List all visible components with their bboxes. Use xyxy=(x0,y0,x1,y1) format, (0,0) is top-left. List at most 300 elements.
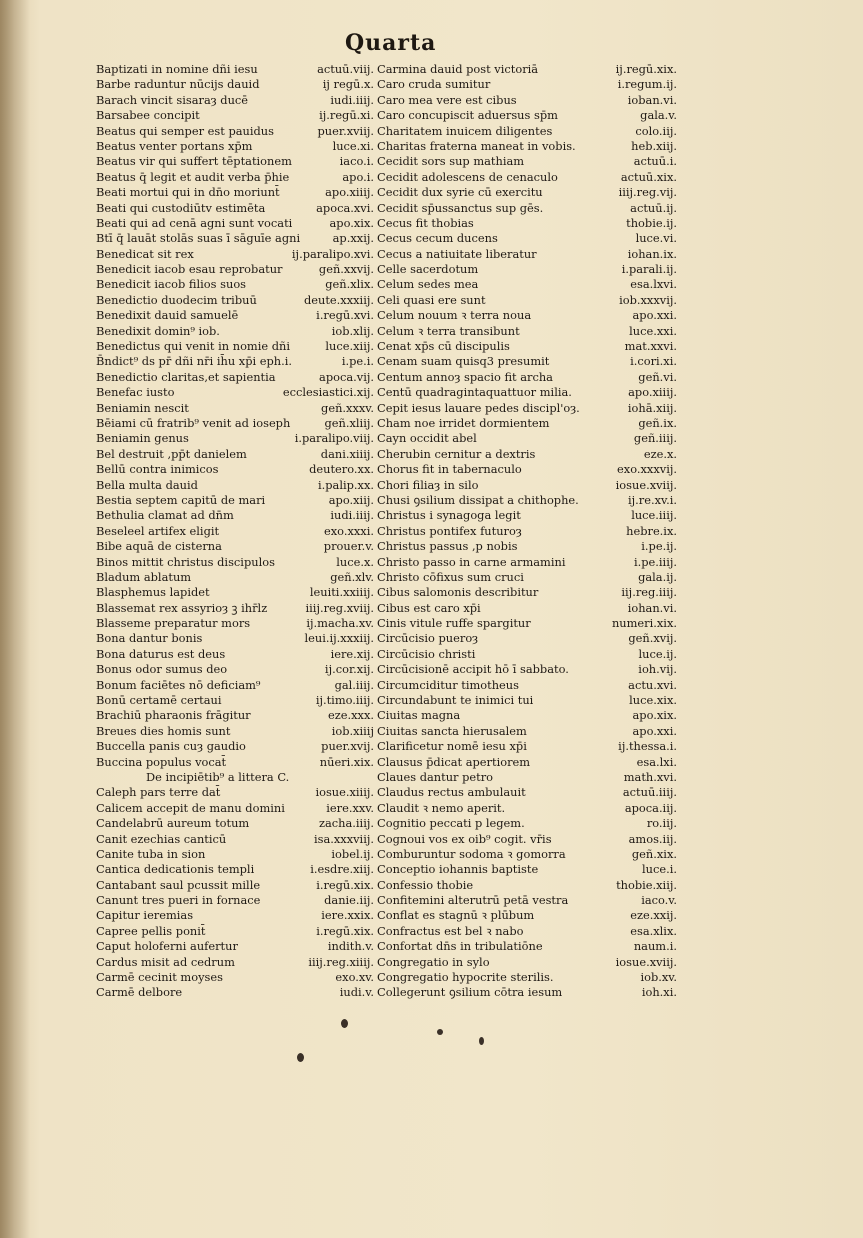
entry-text: Chusi ꝯsilium dissipat a chithophe. xyxy=(377,492,579,507)
index-entry xyxy=(96,431,374,446)
index-entry xyxy=(377,524,677,539)
entry-text: Carmina dauid post victoriā xyxy=(377,62,539,76)
entry-text: Bēiami cū fratrib⁹ venit ad ioseph xyxy=(96,415,291,430)
entry-text: Caleph pars terre dat̄ xyxy=(96,785,221,800)
entry-reference: colo.iij. xyxy=(635,123,677,138)
entry-text: Caro cruda sumitur xyxy=(377,77,491,92)
entry-text: Cibus est caro xp̄i xyxy=(377,600,481,615)
index-entry xyxy=(377,185,677,200)
entry-text: Beatus vir qui suffert tēptationem xyxy=(96,154,292,169)
index-entry xyxy=(377,216,677,231)
entry-text: Bethulia clamat ad dn̄m xyxy=(96,508,234,523)
entry-reference: isa.xxxviij. xyxy=(313,831,374,846)
entry-text: Circūcisionē accipit hō ī sabbato. xyxy=(377,662,569,677)
entry-reference: danie.iij. xyxy=(324,893,374,908)
index-entry xyxy=(377,616,677,631)
index-entry xyxy=(96,247,374,262)
index-entry xyxy=(96,308,374,323)
entry-text: Barsabee concipit xyxy=(96,108,200,123)
entry-reference: gal.iiij. xyxy=(334,677,374,692)
entry-text: Benedictus qui venit in nomie dñi xyxy=(96,339,290,354)
entry-reference: i.paralipo.viij. xyxy=(294,431,374,446)
index-entry xyxy=(377,124,677,139)
entry-text: Circūcisio christi xyxy=(377,646,476,661)
entry-reference: iosue.xviij. xyxy=(615,477,677,492)
index-entry xyxy=(96,662,374,677)
entry-text: Cibus salomonis describitur xyxy=(377,585,539,600)
entry-reference: ioh.vij. xyxy=(638,662,677,677)
index-entry xyxy=(377,985,677,1000)
entry-text: B̄ndict⁹ ds pr̄ dñi nr̄i ih̄u xp̄i eph.i. xyxy=(96,354,293,369)
index-entry xyxy=(96,508,374,523)
index-entry xyxy=(377,108,677,123)
entry-reference: geñ.xliij. xyxy=(324,415,374,430)
index-entry xyxy=(96,493,374,508)
index-entry xyxy=(96,539,374,554)
entry-reference: math.xvi. xyxy=(623,769,677,784)
entry-text: Cecidit sors sup mathiam xyxy=(377,154,525,169)
entry-text: Breues dies homis sunt xyxy=(96,723,231,738)
entry-text: Conceptio iohannis baptiste xyxy=(377,862,539,877)
entry-reference: iiij.reg.xiiij. xyxy=(308,954,374,969)
entry-reference: iob.xxxvij. xyxy=(619,292,677,307)
entry-text: Candelabrū aureum totum xyxy=(96,816,250,831)
entry-text: Blasseme preparatur mors xyxy=(96,616,251,631)
entry-text: Benedictio claritas,et sapientia xyxy=(96,369,276,384)
entry-text: Cenat xp̄s cū discipulis xyxy=(377,339,510,354)
entry-reference: iaco.v. xyxy=(641,893,677,908)
index-entry xyxy=(377,801,677,816)
entry-text: Cayn occidit abel xyxy=(377,431,477,446)
entry-text: Barach vincit sisaraȝ ducē xyxy=(96,92,249,107)
index-entry xyxy=(377,493,677,508)
index-entry xyxy=(377,970,677,985)
index-entry xyxy=(96,939,374,954)
index-entry xyxy=(377,385,677,400)
entry-text: Benedixit domin⁹ iob. xyxy=(96,323,220,338)
entry-reference: ij.re.xv.i. xyxy=(628,492,677,507)
entry-text: Cham noe irridet dormientem xyxy=(377,415,550,430)
entry-reference: iohā.xiij. xyxy=(627,400,677,415)
index-entry xyxy=(96,77,374,92)
entry-reference: iobel.ij. xyxy=(331,846,374,861)
entry-reference: geñ.xix. xyxy=(631,846,677,861)
index-entry xyxy=(96,231,374,246)
entry-text: Cherubin cernitur a dextris xyxy=(377,446,536,461)
index-entry xyxy=(377,585,677,600)
entry-reference: ioh.xi. xyxy=(641,985,677,1000)
entry-text: Confractus est bel ꝛ nabo xyxy=(377,923,524,938)
entry-text: Claudus rectus ambulauit xyxy=(377,785,526,800)
entry-reference: luce.xxi. xyxy=(629,323,677,338)
entry-reference: geñ.iiij. xyxy=(633,431,677,446)
entry-reference: apo.xiiij. xyxy=(325,185,374,200)
index-entry xyxy=(96,93,374,108)
entry-reference: thobie.ij. xyxy=(626,215,677,230)
entry-reference: esa.lxi. xyxy=(636,754,677,769)
index-entry xyxy=(96,970,374,985)
entry-reference: actuū.xix. xyxy=(620,169,677,184)
entry-reference: exo.xv. xyxy=(335,970,374,985)
index-entry xyxy=(96,785,374,800)
index-entry xyxy=(377,878,677,893)
entry-reference: exo.xxxvij. xyxy=(617,462,677,477)
entry-text: Benedicat sit rex xyxy=(96,246,194,261)
entry-reference: luce.xiij. xyxy=(325,339,374,354)
index-entry xyxy=(96,293,374,308)
index-entry xyxy=(377,324,677,339)
entry-reference: i.esdre.xiij. xyxy=(310,862,374,877)
entry-reference: leui.ij.xxxiij. xyxy=(304,631,374,646)
entry-text: Canunt tres pueri in fornace xyxy=(96,893,261,908)
entry-reference: i.cori.xi. xyxy=(630,354,677,369)
entry-text: Ciuitas magna xyxy=(377,708,461,723)
entry-text: Canite tuba in sion xyxy=(96,846,206,861)
entry-text: Caro mea vere est cibus xyxy=(377,92,517,107)
entry-text: Cecus fit thobias xyxy=(377,215,474,230)
index-entry xyxy=(377,724,677,739)
index-entry xyxy=(377,678,677,693)
index-entry xyxy=(377,570,677,585)
entry-reference: iudi.iiij. xyxy=(330,92,374,107)
entry-text: Celi quasi ere sunt xyxy=(377,292,486,307)
entry-text: Binos mittit christus discipulos xyxy=(96,554,275,569)
index-entry xyxy=(96,555,374,570)
entry-text: Congregatio in sylo xyxy=(377,954,490,969)
entry-reference: iohan.vi. xyxy=(627,600,677,615)
entry-text: Christus i synagoga legit xyxy=(377,508,521,523)
entry-text: Cecidit sp̄ussanctus sup gēs. xyxy=(377,200,544,215)
index-entry xyxy=(377,847,677,862)
index-entry xyxy=(96,924,374,939)
index-entry xyxy=(377,939,677,954)
entry-text: Christo passo in carne armamini xyxy=(377,554,566,569)
entry-reference: iiij.reg.vij. xyxy=(618,185,677,200)
entry-text: Carmē delbore xyxy=(96,985,183,1000)
entry-text: Cecidit dux syrie cū exercitu xyxy=(377,185,543,200)
index-entry xyxy=(377,770,677,785)
entry-reference: luce.ij. xyxy=(638,646,677,661)
entry-text: Cantica dedicationis templi xyxy=(96,862,255,877)
entry-reference: mat.xxvi. xyxy=(624,339,677,354)
entry-text: Cognoui vos ex oib⁹ cogit. vr̄is xyxy=(377,831,552,846)
entry-reference: actuū.i. xyxy=(633,154,677,169)
entry-reference: eze.xxx. xyxy=(328,708,374,723)
entry-text: Congregatio hypocrite sterilis. xyxy=(377,970,554,985)
index-entry xyxy=(96,755,374,770)
index-entry xyxy=(377,308,677,323)
entry-reference: ij regū.x. xyxy=(322,77,374,92)
entry-reference: apo.xix. xyxy=(329,215,374,230)
index-entry xyxy=(96,478,374,493)
entry-text: Calicem accepit de manu domini xyxy=(96,800,285,815)
entry-text: Bibe aquā de cisterna xyxy=(96,539,222,554)
entry-reference: geñ.xlix. xyxy=(325,277,374,292)
index-entry xyxy=(377,277,677,292)
index-entry xyxy=(377,555,677,570)
index-entry xyxy=(377,785,677,800)
index-entry xyxy=(96,524,374,539)
entry-text: Confortat dn̄s in tribulatiōne xyxy=(377,939,543,954)
entry-reference: eze.x. xyxy=(643,446,677,461)
entry-reference: hebre.ix. xyxy=(626,523,677,538)
entry-reference: leuiti.xxiiij. xyxy=(309,585,374,600)
entry-reference: ij.macha.xv. xyxy=(306,616,374,631)
index-entry xyxy=(377,354,677,369)
entry-reference: apo.xiij. xyxy=(328,492,374,507)
entry-reference: ij.paralipo.xvi. xyxy=(291,246,374,261)
entry-reference: i.regū.xvi. xyxy=(316,308,374,323)
entry-text: Centū quadragintaquattuor milia. xyxy=(377,385,572,400)
index-entry xyxy=(96,185,374,200)
right-index-column xyxy=(377,62,677,1001)
index-entry xyxy=(96,693,374,708)
entry-text: Clausus p̄dicat apertiorem xyxy=(377,754,531,769)
entry-reference: i.parali.ij. xyxy=(621,262,677,277)
index-entry xyxy=(96,816,374,831)
index-entry xyxy=(377,262,677,277)
entry-reference: geñ.vi. xyxy=(638,369,677,384)
entry-text: Clarificetur nomē iesu xp̄i xyxy=(377,739,527,754)
entry-reference: ij.timo.iiij. xyxy=(315,693,374,708)
entry-reference: geñ.xlv. xyxy=(330,569,374,584)
index-entry xyxy=(377,955,677,970)
entry-reference: iudi.v. xyxy=(339,985,374,1000)
index-entry xyxy=(377,539,677,554)
running-headline: Quarta xyxy=(345,30,437,56)
entry-text: Bladum ablatum xyxy=(96,569,192,584)
index-entry xyxy=(96,847,374,862)
entry-text: Bona daturus est deus xyxy=(96,646,226,661)
entry-text: Buccina populus vocat̄ xyxy=(96,754,227,769)
entry-text: Bona dantur bonis xyxy=(96,631,203,646)
entry-text: Beniamin genus xyxy=(96,431,189,446)
entry-reference: iob.xlij. xyxy=(331,323,374,338)
entry-text: Caput holoferni aufertur xyxy=(96,939,238,954)
entry-reference: ij.thessa.i. xyxy=(618,739,677,754)
index-entry xyxy=(96,724,374,739)
index-entry xyxy=(96,62,374,77)
index-entry xyxy=(96,616,374,631)
entry-text: Cecidit adolescens de cenaculo xyxy=(377,169,558,184)
index-entry xyxy=(377,924,677,939)
section-heading xyxy=(96,770,374,785)
index-entry xyxy=(377,201,677,216)
entry-text: Benedixit dauid samuelē xyxy=(96,308,239,323)
entry-reference: apoca.xvi. xyxy=(316,200,374,215)
entry-text: Celum nouum ꝛ terra noua xyxy=(377,308,532,323)
index-entry xyxy=(377,401,677,416)
entry-reference: geñ.xxxv. xyxy=(321,400,374,415)
entry-text: Christo cōfixus sum cruci xyxy=(377,569,524,584)
entry-text: Centum annoȝ spacio fit archa xyxy=(377,369,553,384)
index-entry xyxy=(96,647,374,662)
entry-reference: ro.iij. xyxy=(646,816,677,831)
entry-reference: apo.xxi. xyxy=(632,723,677,738)
entry-text: Bella multa dauid xyxy=(96,477,198,492)
entry-reference: apo.xix. xyxy=(632,708,677,723)
entry-text: Cardus misit ad cedrum xyxy=(96,954,235,969)
entry-text: De incipiētib⁹ a littera C. xyxy=(146,769,290,784)
entry-text: Claues dantur petro xyxy=(377,769,494,784)
entry-text: Beati qui custodiūtv estimēta xyxy=(96,200,266,215)
entry-reference: luce.iiij. xyxy=(631,508,677,523)
entry-reference: i.pe.i. xyxy=(341,354,374,369)
entry-text: Confitemini alterutrū petā vestra xyxy=(377,893,569,908)
entry-text: Brachiū pharaonis frāgitur xyxy=(96,708,251,723)
index-entry xyxy=(377,447,677,462)
entry-text: Cinis vitule ruffe spargitur xyxy=(377,616,531,631)
index-entry xyxy=(377,431,677,446)
entry-text: Circūcisio pueroȝ xyxy=(377,631,479,646)
entry-text: Cenam suam quisq3 presumit xyxy=(377,354,550,369)
entry-reference: iere.xxv. xyxy=(326,800,374,815)
entry-text: Celum sedes mea xyxy=(377,277,479,292)
index-entry xyxy=(377,478,677,493)
index-entry xyxy=(96,447,374,462)
index-entry xyxy=(377,416,677,431)
index-entry xyxy=(96,124,374,139)
entry-text: Barbe raduntur nūcijs dauid xyxy=(96,77,260,92)
index-entry xyxy=(377,508,677,523)
index-entry xyxy=(377,231,677,246)
entry-reference: nūeri.xix. xyxy=(319,754,374,769)
entry-text: Benedicit iacob esau reprobatur xyxy=(96,262,283,277)
entry-reference: deutero.xx. xyxy=(309,462,374,477)
index-entry xyxy=(96,324,374,339)
entry-reference: iob.xv. xyxy=(640,970,677,985)
index-entry xyxy=(96,277,374,292)
entry-reference: esa.lxvi. xyxy=(630,277,677,292)
index-entry xyxy=(96,908,374,923)
index-entry xyxy=(96,354,374,369)
index-entry xyxy=(96,739,374,754)
entry-reference: esa.xlix. xyxy=(630,923,677,938)
entry-reference: iere.xxix. xyxy=(321,908,374,923)
entry-reference: ecclesiastici.xij. xyxy=(282,385,374,400)
entry-text: Bestia septem capitū de mari xyxy=(96,492,266,507)
entry-text: Celum ꝛ terra transibunt xyxy=(377,323,520,338)
entry-reference: zacha.iiij. xyxy=(318,816,374,831)
entry-reference: luce.vi. xyxy=(635,231,677,246)
index-entry xyxy=(377,339,677,354)
entry-text: Blasphemus lapidet xyxy=(96,585,210,600)
index-entry xyxy=(96,262,374,277)
entry-text: Confessio thobie xyxy=(377,877,474,892)
index-entry xyxy=(96,708,374,723)
index-entry xyxy=(377,816,677,831)
index-entry xyxy=(377,662,677,677)
index-entry xyxy=(96,678,374,693)
index-entry xyxy=(377,139,677,154)
index-entry xyxy=(377,893,677,908)
entry-text: Blassemat rex assyrioȝ ꝫ ihr̄lz xyxy=(96,600,268,615)
entry-reference: indith.v. xyxy=(327,939,374,954)
entry-text: Chori filiaȝ in silo xyxy=(377,477,479,492)
entry-text: Bonum faciētes nō deficiam⁹ xyxy=(96,677,261,692)
entry-reference: deute.xxxiij. xyxy=(303,292,374,307)
entry-text: Bonū certamē certaui xyxy=(96,693,222,708)
entry-reference: i.regū.xix. xyxy=(316,877,374,892)
entry-reference: actu.xvi. xyxy=(628,677,677,692)
entry-reference: iob.xiiij xyxy=(331,723,374,738)
index-entry xyxy=(377,693,677,708)
entry-reference: apoca.iij. xyxy=(624,800,677,815)
index-entry xyxy=(96,955,374,970)
index-entry xyxy=(96,339,374,354)
ink-speck xyxy=(341,1019,348,1028)
entry-reference: ij.cor.xij. xyxy=(324,662,374,677)
entry-reference: luce.xix. xyxy=(629,693,677,708)
entry-text: Circundabunt te inimici tui xyxy=(377,693,534,708)
entry-text: Cantabant saul pcussit mille xyxy=(96,877,261,892)
index-entry xyxy=(377,154,677,169)
entry-reference: actuū.ij. xyxy=(630,200,677,215)
entry-text: Charitatem inuicem diligentes xyxy=(377,123,553,138)
entry-text: Comburuntur sodoma ꝛ gomorra xyxy=(377,846,566,861)
entry-text: Benedictio duodecim tribuū xyxy=(96,292,257,307)
index-entry xyxy=(96,108,374,123)
entry-text: Charitas fraterna maneat in vobis. xyxy=(377,138,576,153)
index-entry xyxy=(96,201,374,216)
entry-reference: i.pe.iiij. xyxy=(634,554,677,569)
entry-text: Beati qui ad cenā agni sunt vocati xyxy=(96,215,293,230)
entry-text: Christus passus ,p nobis xyxy=(377,539,518,554)
index-entry xyxy=(377,293,677,308)
index-entry xyxy=(96,570,374,585)
entry-reference: i.pe.ij. xyxy=(641,539,677,554)
entry-text: Ciuitas sancta hierusalem xyxy=(377,723,527,738)
entry-reference: actuū.viij. xyxy=(317,62,374,76)
entry-reference: apo.i. xyxy=(342,169,374,184)
entry-text: Beniamin nescit xyxy=(96,400,189,415)
index-entry xyxy=(96,170,374,185)
entry-text: Beatus q̄ legit et audit verba p̄hie xyxy=(96,169,290,184)
index-entry xyxy=(96,401,374,416)
entry-reference: apo.xxi. xyxy=(632,308,677,323)
entry-reference: gala.v. xyxy=(640,108,677,123)
index-entry xyxy=(96,801,374,816)
entry-text: Beati mortui qui in dn̄o moriunt̄ xyxy=(96,185,280,200)
entry-text: Celle sacerdotum xyxy=(377,262,479,277)
entry-text: Circumciditur timotheus xyxy=(377,677,519,692)
index-entry xyxy=(96,385,374,400)
ink-speck xyxy=(297,1053,304,1062)
index-entry xyxy=(96,601,374,616)
entry-reference: actuū.iiij. xyxy=(622,785,677,800)
index-entry xyxy=(377,739,677,754)
index-entry xyxy=(377,755,677,770)
index-entry xyxy=(377,462,677,477)
entry-reference: gala.ij. xyxy=(638,569,677,584)
entry-text: Cognitio peccati p legem. xyxy=(377,816,525,831)
index-entry xyxy=(377,708,677,723)
entry-reference: iiij.reg.xviij. xyxy=(305,600,374,615)
entry-reference: dani.xiiij. xyxy=(320,446,374,461)
entry-reference: puer.xvij. xyxy=(321,739,374,754)
index-entry xyxy=(96,585,374,600)
entry-reference: geñ.xxvij. xyxy=(318,262,374,277)
entry-reference: iosue.xviij. xyxy=(615,954,677,969)
entry-reference: iosue.xiiij. xyxy=(315,785,374,800)
entry-reference: iudi.iiij. xyxy=(330,508,374,523)
entry-reference: iohan.ix. xyxy=(627,246,677,261)
entry-reference: naum.i. xyxy=(633,939,677,954)
entry-reference: ap.xxij. xyxy=(332,231,374,246)
entry-text: Collegerunt ꝯsilium cōtra iesum xyxy=(377,985,563,1000)
index-entry xyxy=(377,370,677,385)
ink-speck xyxy=(437,1029,443,1035)
